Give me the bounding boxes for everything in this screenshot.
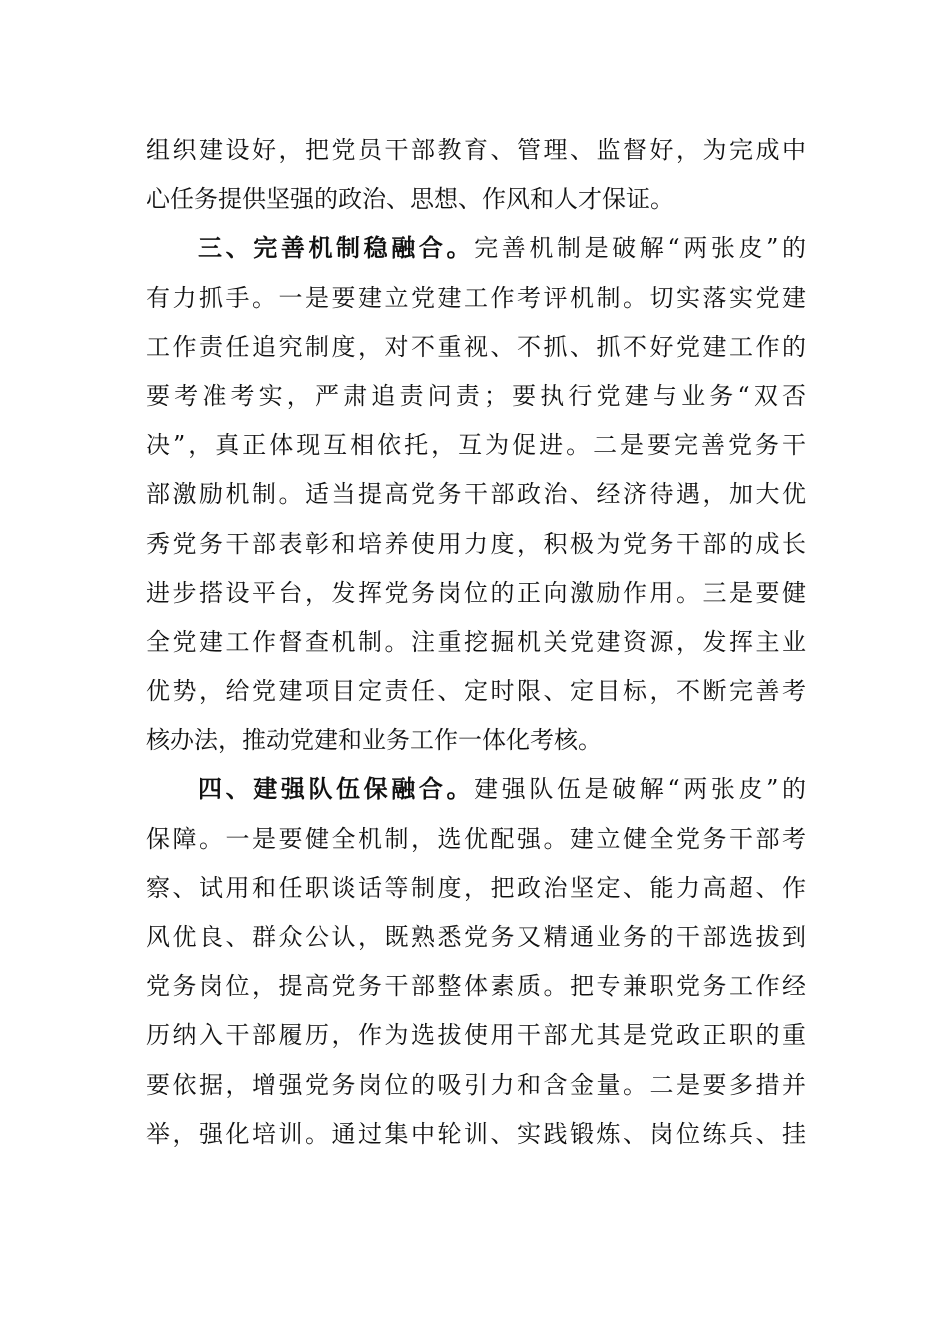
- text-line: 历纳入干部履历，作为选拔使用干部尤其是党政正职的重: [146, 1021, 806, 1050]
- paragraph-first-line: [146, 224, 806, 273]
- text-line: 核办法，推动党建和业务工作一体化考核。: [146, 726, 602, 755]
- text-line: 决”，真正体现互相依托，互为促进。二是要完善党务干: [146, 431, 806, 460]
- body-text: [146, 126, 806, 1159]
- text-line: 进步搭设平台，发挥党务岗位的正向激励作用。三是要健: [146, 578, 806, 607]
- text-line: 组织建设好，把党员干部教育、管理、监督好，为完成中: [146, 136, 806, 164]
- text-line: 优势，给党建项目定责任、定时限、定目标，不断完善考: [146, 677, 806, 706]
- text-line: 保障。一是要健全机制，选优配强。建立健全党务干部考: [146, 824, 806, 853]
- text-line: 风优良、群众公认，既熟悉党务又精通业务的干部选拔到: [146, 923, 806, 951]
- text-span: 完善机制是破解“两张皮”的: [474, 234, 807, 263]
- text-line: 全党建工作督查机制。注重挖掘机关党建资源，发挥主业: [146, 627, 806, 656]
- text-line: 察、试用和任职谈话等制度，把政治坚定、能力高超、作: [146, 873, 806, 902]
- text-line: 有力抓手。一是要建立党建工作考评机制。切实落实党建: [146, 283, 806, 312]
- text-line: 部激励机制。适当提高党务干部政治、经济待遇，加大优: [146, 480, 806, 509]
- text-span: 建强队伍是破解“两张皮”的: [474, 775, 807, 804]
- text-line: 要考准考实，严肃追责问责；要执行党建与业务“双否: [146, 381, 806, 410]
- paragraph-first-line: [146, 765, 806, 814]
- text-line: 工作责任追究制度，对不重视、不抓、抓不好党建工作的: [146, 332, 806, 361]
- section-heading: 三、完善机制稳融合。: [198, 234, 475, 263]
- section-heading: 四、建强队伍保融合。: [198, 775, 475, 804]
- text-line: 心任务提供坚强的政治、思想、作风和人才保证。: [146, 185, 674, 214]
- text-line: 党务岗位，提高党务干部整体素质。把专兼职党务工作经: [146, 972, 806, 1001]
- text-line: 要依据，增强党务岗位的吸引力和含金量。二是要多措并: [146, 1070, 806, 1099]
- text-line: 秀党务干部表彰和培养使用力度，积极为党务干部的成长: [146, 529, 806, 558]
- text-line: 举，强化培训。通过集中轮训、实践锻炼、岗位练兵、挂: [146, 1119, 806, 1148]
